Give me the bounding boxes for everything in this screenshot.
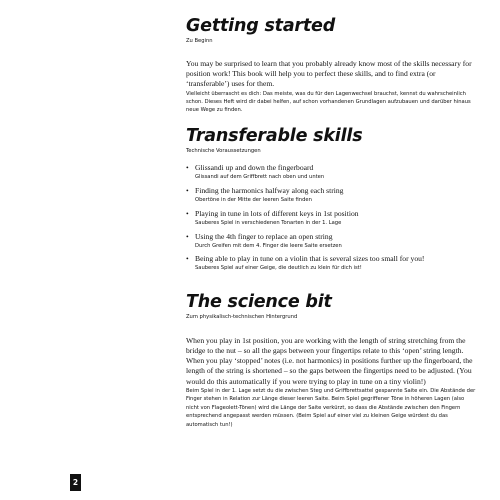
bullet-icon: •: [186, 231, 189, 241]
list-item: [186, 232, 476, 250]
item-text-de: Glissandi auf dem Griffbrett nach oben und unten: [195, 173, 325, 180]
page-number: 2: [70, 474, 81, 491]
list-item: [186, 163, 476, 181]
page-content: [186, 16, 476, 429]
body-text-de: Beim Spiel in der 1. Lage setzt du die zwischen Steg und Griffbrettsattel gespannte Saite ein. Die Abstände der Finger stehen in Relation zur Länge dieser leeren Saite. Beim Spiel gegriffener Töne in höheren Lagen (also nicht von Flageolett-Tönen) wird die Länge der Saite verkürzt, so dass die Abstände zwischen den Fingern entsprechend angepasst werden müssen. (Beim Spiel auf einer viel zu kleinen Geige würdest du das automatisch tun!): [186, 387, 476, 428]
list-item: [186, 254, 476, 272]
section-subtitle: Zum physikalisch-technischen Hintergrund: [186, 313, 298, 320]
item-text-de: Durch Greifen mit dem 4. Finger die leere Saite ersetzen: [195, 242, 342, 249]
item-text-en: Playing in tune in lots of different keys in 1st position: [195, 208, 359, 218]
bullet-icon: •: [186, 208, 189, 218]
item-text-de: Obertöne in der Mitte der leeren Saite finden: [195, 196, 312, 203]
bullet-icon: •: [186, 162, 189, 172]
item-text-en: Using the 4th finger to replace an open string: [195, 231, 333, 241]
body-text-en: When you play in 1st position, you are working with the length of string stretching from the bridge to the nut – so all the gaps between your fingertips relate to this ‘open’ string length. When you play ‘stopped’ notes (i.e. not harmonics) in positions further up the fingerboard, the length of the string is shortened – so the gaps between the fingertips need to be adjusted. (You would do this automatically if you were trying to play in tune on a tiny violin!): [186, 335, 473, 386]
section-subtitle: Zu Beginn: [186, 38, 213, 44]
section-transferable-skills: [186, 126, 476, 273]
section-science-bit: [186, 292, 476, 429]
item-text-de: Sauberes Spiel auf einer Geige, die deutlich zu klein für dich ist!: [195, 265, 362, 272]
item-text-de: Sauberes Spiel in verschiedenen Tonarten in der 1. Lage: [195, 219, 342, 226]
list-item: [186, 186, 476, 204]
body-text-en: You may be surprised to learn that you probably already know most of the skills necessary for position work! This book will help you to perfect these skills, and to find extra (or ‘transferable’) uses for them.: [186, 59, 472, 89]
section-getting-started: [186, 16, 476, 115]
section-title: Transferable skills: [186, 125, 363, 146]
section-title: Getting started: [186, 16, 336, 36]
item-text-en: Finding the harmonics halfway along each string: [195, 185, 344, 195]
section-title: The science bit: [186, 291, 332, 312]
item-text-en: Glissandi up and down the fingerboard: [195, 162, 314, 172]
body-text-de: Vielleicht überrascht es dich: Das meiste, was du für den Lagenwechsel brauchst, kennst du wahrscheinlich schon. Dieses Heft wird dir dabei helfen, auf schon vorhandenen Grundlagen aufzubauen und darüber hinaus neue Wege zu finden.: [186, 90, 471, 114]
skills-list: [186, 163, 476, 273]
bullet-icon: •: [186, 185, 189, 195]
list-item: [186, 209, 476, 227]
section-subtitle: Technische Voraussetzungen: [186, 147, 261, 154]
bullet-icon: •: [186, 254, 189, 264]
item-text-en: Being able to play in tune on a violin that is several sizes too small for you!: [195, 254, 425, 264]
